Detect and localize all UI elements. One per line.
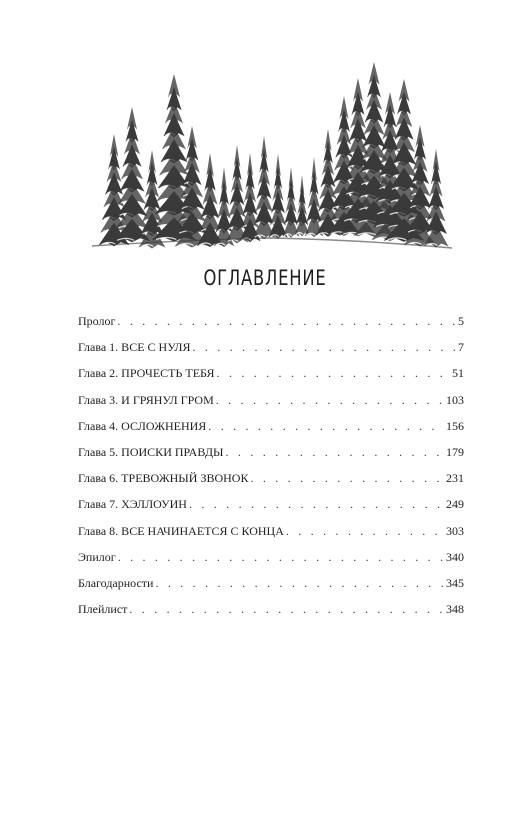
toc-entry-label: Глава 8. ВСЕ НАЧИНАЕТСЯ С КОНЦА — [78, 523, 284, 538]
toc-leader-dots — [226, 444, 444, 460]
toc-entry — [78, 418, 464, 444]
table-of-contents — [78, 313, 464, 627]
toc-page-number: 231 — [446, 471, 464, 486]
pine-tree — [197, 153, 223, 247]
toc-page-number: 5 — [458, 314, 464, 328]
toc-page-number: 156 — [446, 418, 464, 433]
toc-page-number: 51 — [452, 366, 464, 381]
toc-entry-label: Эпилог — [78, 549, 116, 564]
pine-tree — [225, 145, 248, 244]
toc-leader-dots — [250, 470, 444, 486]
toc-entry — [78, 575, 464, 601]
toc-entry-label: Плейлист — [78, 602, 128, 617]
toc-entry — [78, 444, 464, 470]
toc-entry-label: Глава 4. ОСЛОЖНЕНИЯ — [78, 418, 207, 433]
toc-page-number: 249 — [446, 497, 464, 512]
toc-leader-dots — [208, 418, 444, 434]
toc-leader-dots — [192, 339, 456, 355]
toc-entry — [78, 601, 464, 627]
toc-leader-dots — [117, 313, 456, 329]
pine-tree — [294, 175, 309, 237]
toc-page-number: 348 — [446, 602, 464, 617]
page-title: ОГЛАВЛЕНИЕ — [203, 266, 327, 290]
toc-leader-dots — [286, 523, 444, 539]
toc-entry — [78, 313, 464, 339]
toc-leader-dots — [216, 392, 444, 408]
toc-entry — [78, 339, 464, 365]
pine-forest-illustration — [92, 62, 452, 252]
toc-entry-label: Глава 2. ПРОЧЕСТЬ ТЕБЯ — [78, 366, 215, 381]
toc-page-number: 103 — [446, 392, 464, 407]
toc-entry — [78, 549, 464, 575]
toc-entry — [78, 523, 464, 549]
toc-entry — [78, 392, 464, 418]
toc-entry-label: Глава 7. ХЭЛЛОУИН — [78, 497, 187, 512]
toc-leader-dots — [189, 496, 444, 512]
toc-entry-label: Глава 1. ВСЕ С НУЛЯ — [78, 340, 191, 355]
toc-page-number: 179 — [446, 444, 464, 459]
toc-entry-label: Пролог — [78, 314, 116, 328]
toc-entry — [78, 365, 464, 391]
toc-entry — [78, 470, 464, 496]
toc-entry-label: Глава 3. И ГРЯНУЛ ГРОМ — [78, 392, 214, 407]
toc-page-number: 340 — [446, 549, 464, 564]
pine-tree — [315, 129, 340, 237]
toc-entry-label: Глава 5. ПОИСКИ ПРАВДЫ — [78, 444, 224, 459]
toc-entry — [78, 496, 464, 522]
toc-entry-label: Глава 6. ТРЕВОЖНЫЙ ЗВОНОК — [78, 471, 249, 486]
toc-entry-label: Благодарности — [78, 575, 154, 590]
toc-page-number: 7 — [458, 340, 464, 355]
toc-page-number: 345 — [446, 575, 464, 590]
pine-tree — [283, 167, 300, 238]
toc-page-number: 303 — [446, 523, 464, 538]
toc-leader-dots — [129, 601, 444, 617]
toc-leader-dots — [217, 365, 450, 381]
toc-leader-dots — [118, 549, 444, 565]
toc-leader-dots — [155, 575, 444, 591]
pine-tree — [424, 149, 449, 248]
pine-tree — [268, 154, 287, 239]
